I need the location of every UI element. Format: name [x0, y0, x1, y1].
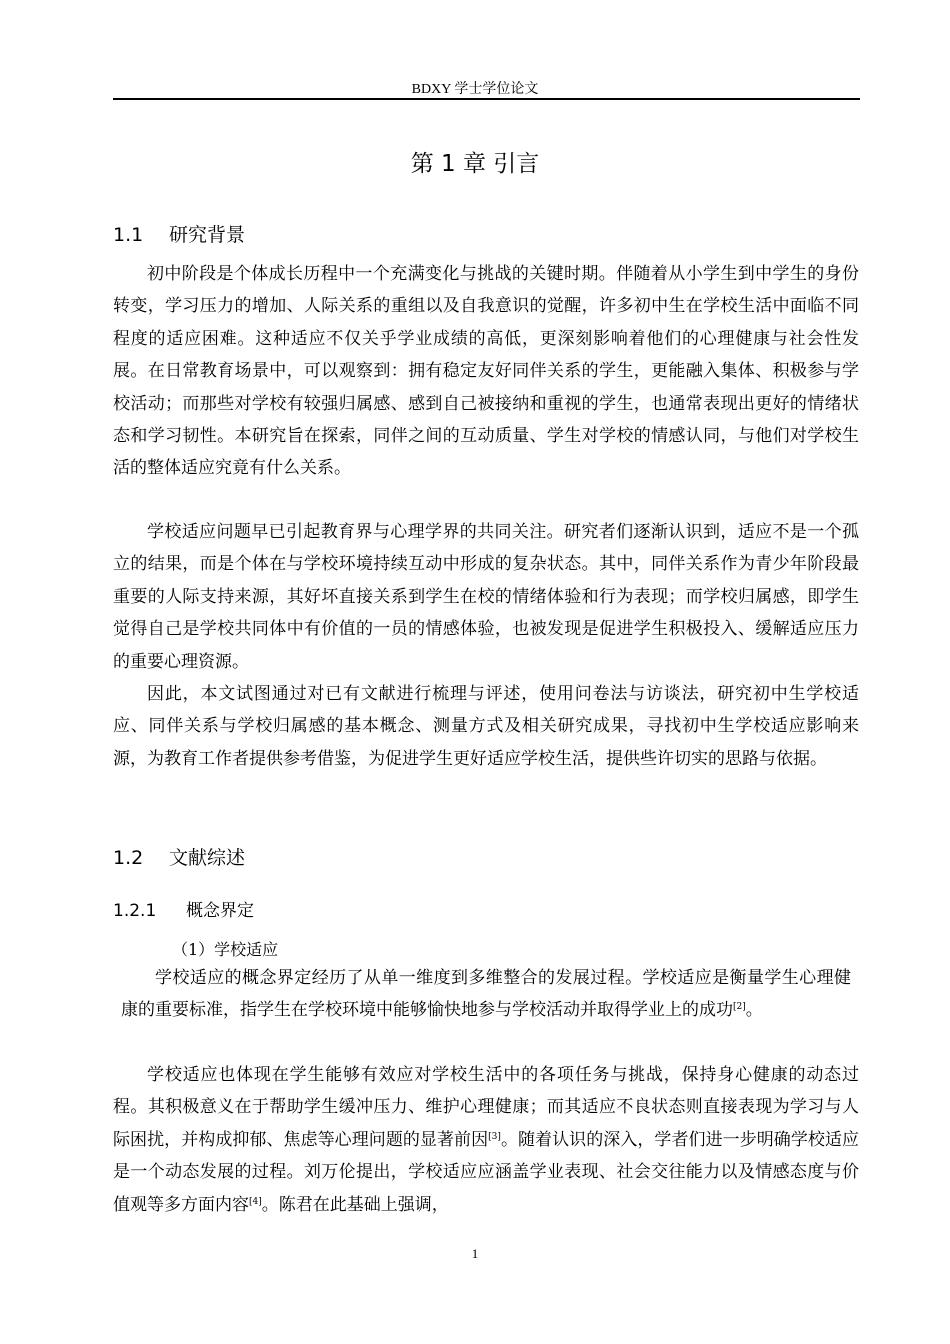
section-heading-1-1: [113, 220, 245, 247]
section-title: 文献综述: [169, 847, 246, 869]
body-paragraph: 学校适应问题早已引起教育界与心理学界的共同关注。研究者们逐渐认识到，适应不是一个孤立的结果，而是个体在与学校环境持续互动中形成的复杂状态。其中，同伴关系作为青少年阶段最重要的人际支持来源，其好坏直接关系到学生在校的情绪体验和行为表现；而学校归属感，即学生觉得自己是学校共同体中有价值的一员的情感体验，也被发现是促进学生积极投入、缓解适应压力的重要心理资源。: [113, 522, 859, 672]
section-number: 1.2: [113, 847, 144, 869]
subsection-number: 1.2.1: [113, 901, 157, 921]
running-header: BDXY 学士学位论文: [411, 82, 539, 97]
paragraph-text: 。陈君在此基础上强调，: [261, 1194, 449, 1215]
page-number: 1: [471, 1246, 479, 1261]
paragraph-text: 学校适应的概念界定经历了从单一维度到多维整合的发展过程。学校适应是衡量学生心理健康的重要标准，指学生在学校环境中能够愉快地参与学校活动并取得学业上的成功: [121, 968, 851, 1021]
sub-item-label: （1）学校适应: [172, 940, 279, 959]
header-rule: [113, 98, 860, 100]
citation: [4]: [249, 1196, 262, 1207]
body-paragraph: [121, 962, 851, 1027]
paragraph-text: 。随着认识的深入，学者们进一步明确学校适应是一个动态发展的过程。刘万伦提出，学校适应应涵盖学业表现、社会交往能力以及情感态度与价值观等多方面内容: [113, 1129, 860, 1215]
subsection-title: 概念界定: [186, 901, 254, 921]
paragraph-text: 。: [745, 1000, 763, 1021]
paragraph-text: 学校适应也体现在学生能够有效应对学校生活中的各项任务与挑战，保持身心健康的动态过程。其积极意义在于帮助学生缓冲压力、维护心理健康；而其适应不良状态则直接表现为学习与人际困扰，并构成抑郁、焦虑等心理问题的显著前因: [113, 1065, 859, 1150]
citation: [3]: [488, 1131, 501, 1142]
section-number: 1.1: [113, 224, 144, 246]
body-paragraph: [113, 1059, 859, 1221]
section-title: 研究背景: [169, 224, 246, 246]
body-paragraph: 初中阶段是个体成长历程中一个充满变化与挑战的关键时期。伴随着从小学生到中学生的身份转变，学习压力的增加、人际关系的重组以及自我意识的觉醒，许多初中生在学校生活中面临不同程度的适应困难。这种适应不仅关乎学业成绩的高低，更深刻影响着他们的心理健康与社会性发展。在日常教育场景中，可以观察到：拥有稳定友好同伴关系的学生，更能融入集体、积极参与学校活动；而那些对学校有较强归属感、感到自己被接纳和重视的学生，也通常表现出更好的情绪状态和学习韧性。本研究旨在探索，同伴之间的互动质量、学生对学校的情感认同，与他们对学校生活的整体适应究竟有什么关系。: [113, 264, 859, 479]
section-heading-1-2: [113, 843, 245, 870]
chapter-title: 第 1 章 引言: [410, 151, 540, 177]
citation: [2]: [733, 1002, 746, 1013]
subsection-heading-1-2-1: [113, 896, 254, 921]
body-paragraph: 因此，本文试图通过对已有文献进行梳理与评述，使用问卷法与访谈法，研究初中生学校适应、同伴关系与学校归属感的基本概念、测量方式及相关研究成果，寻找初中生学校适应影响来源，为教育工作者提供参考借鉴，为促进学生更好适应学校生活，提供些许切实的思路与依据。: [113, 684, 859, 769]
